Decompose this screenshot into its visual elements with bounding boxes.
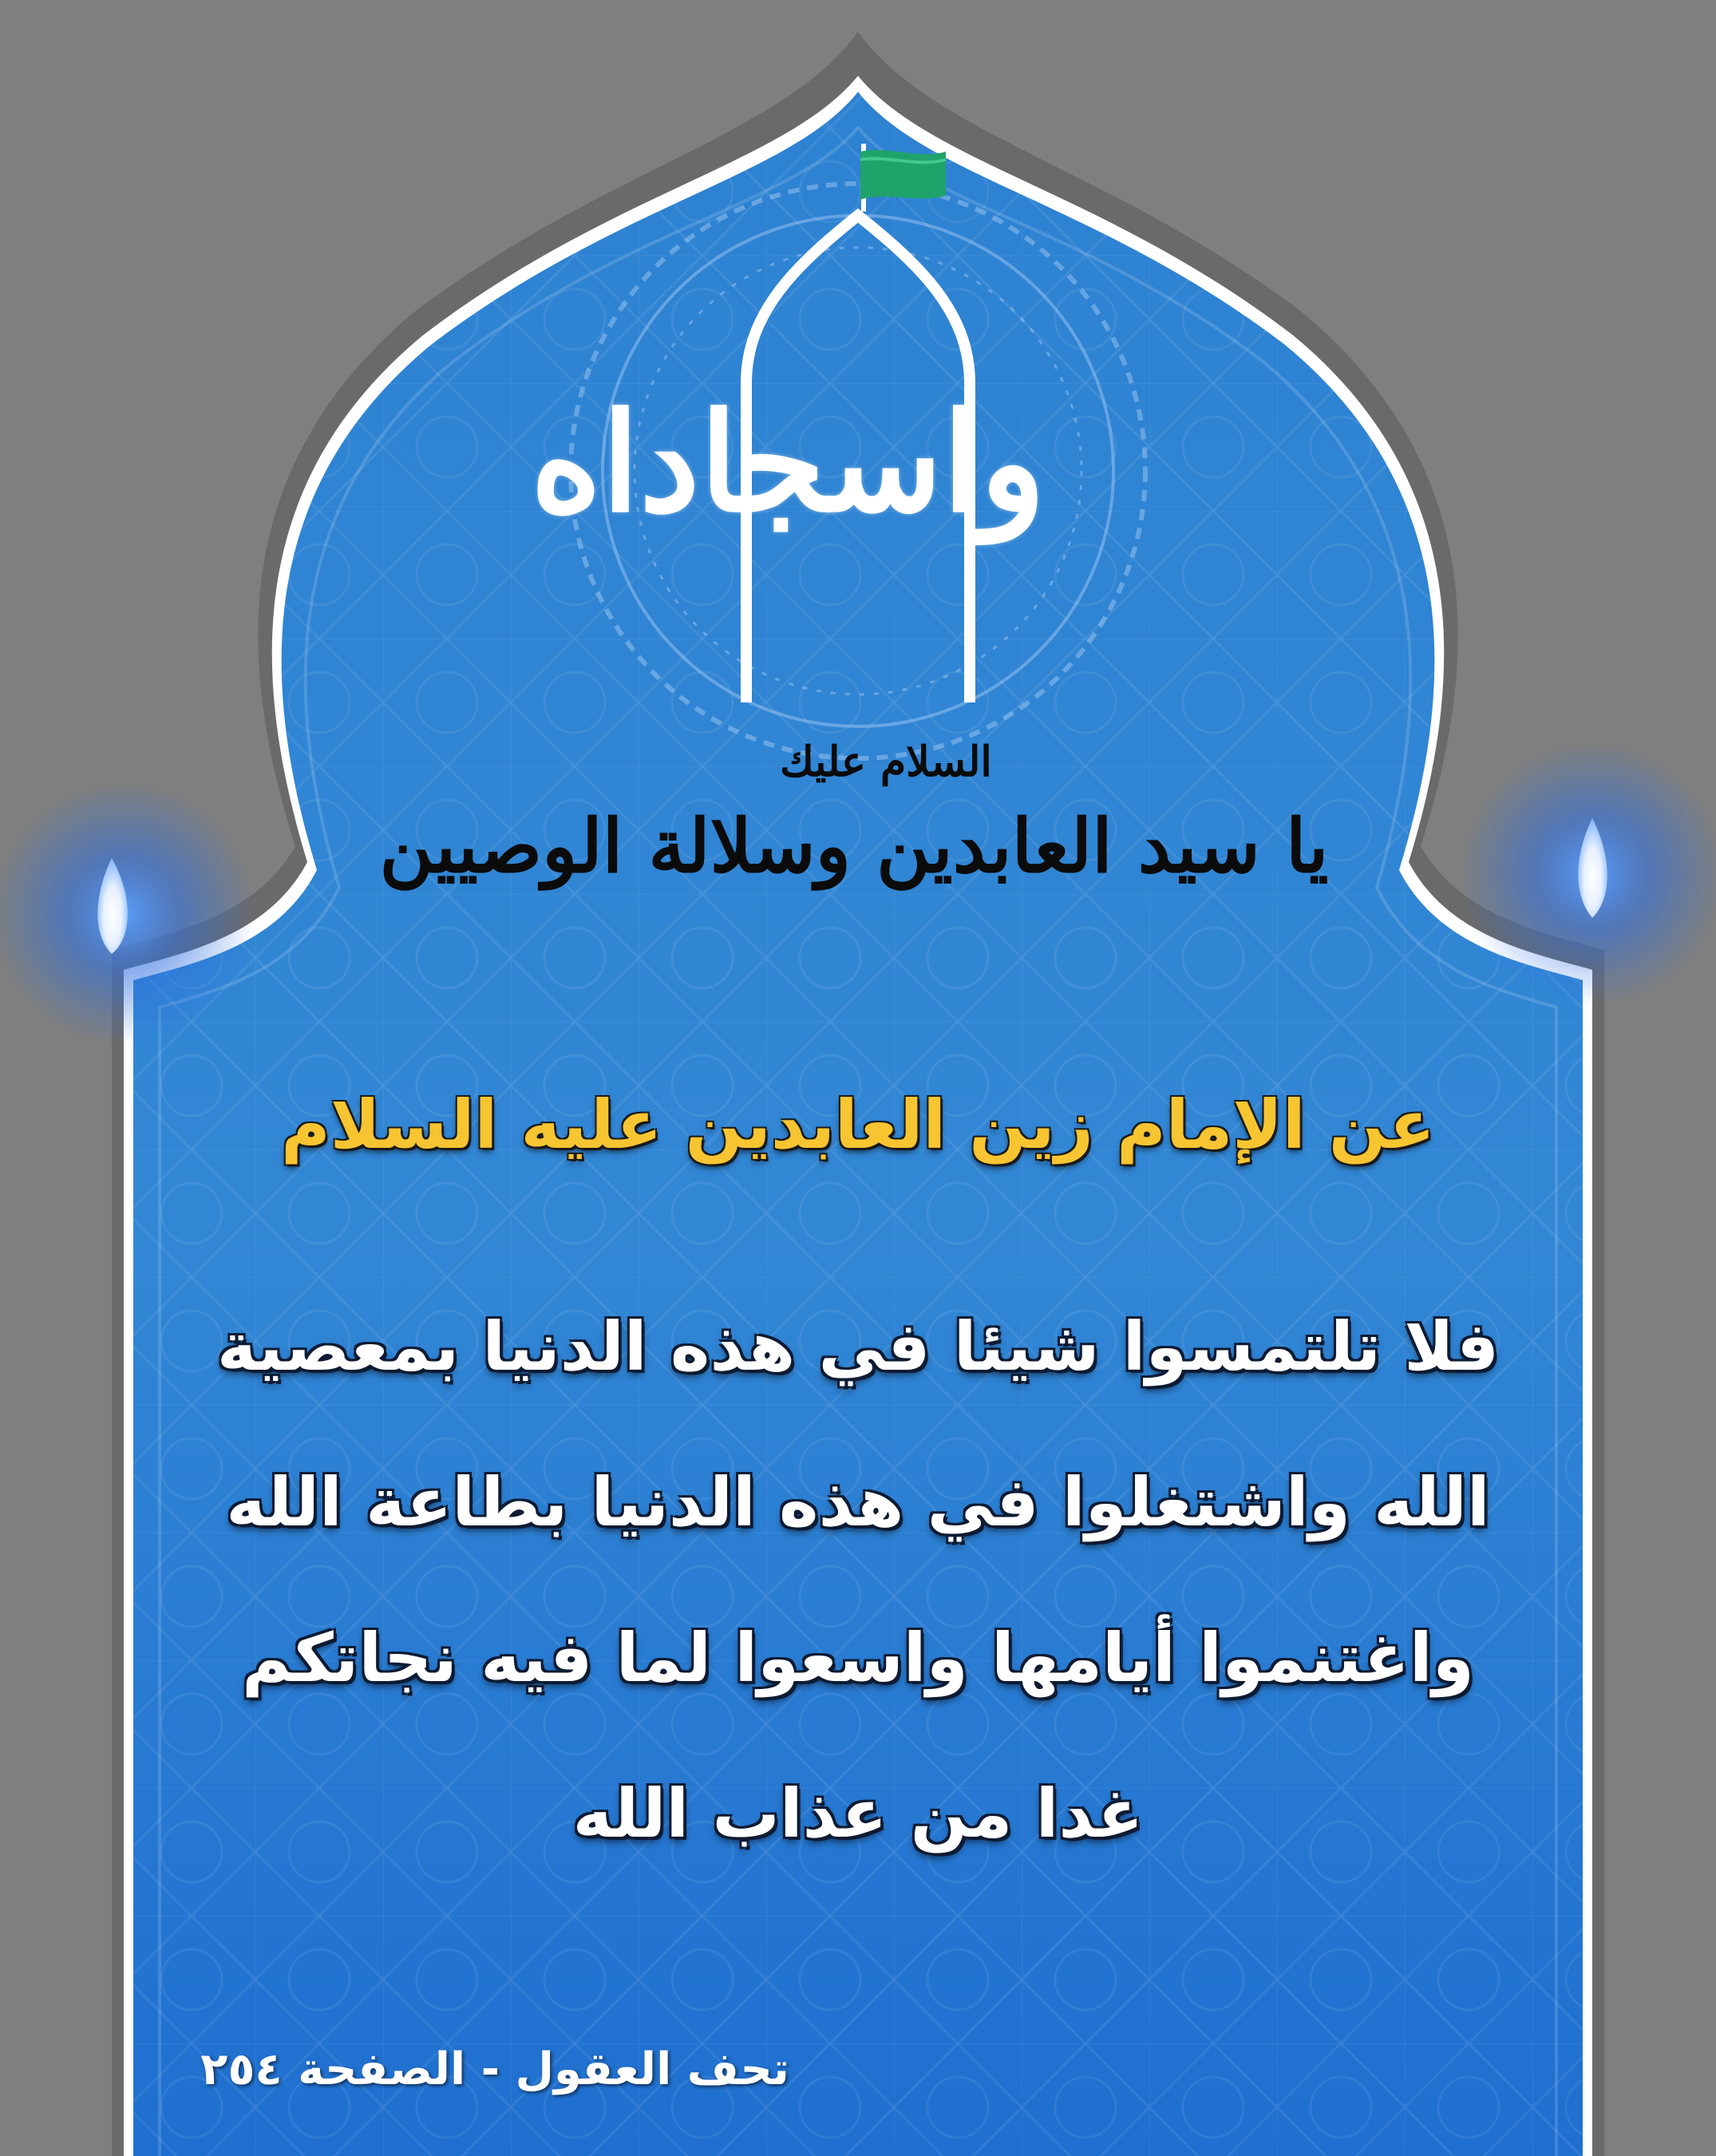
- quote-line: فلا تلتمسوا شيئا في هذه الدنيا بمعصية: [216, 1307, 1500, 1386]
- banner-main: يا سيد العابدين وسلالة الوصيين: [379, 803, 1329, 889]
- quote-body: [208, 1269, 1508, 1892]
- banner-greeting: السلام عليك: [780, 738, 992, 786]
- quote-line: واغتنموا أيامها واسعوا لما فيه نجاتكم: [242, 1619, 1474, 1697]
- quote-line: الله واشتغلوا في هذه الدنيا بطاعة الله: [226, 1463, 1490, 1541]
- top-calligraphy-text: واسجاداه: [530, 383, 1046, 543]
- quote-heading: عن الإمام زين العابدين عليه السلام: [281, 1086, 1435, 1164]
- banner-calligraphy: [375, 734, 1333, 942]
- source-citation: تحف العقول - الصفحة ٢٥٤: [200, 2043, 789, 2095]
- top-calligraphy: [530, 383, 1046, 718]
- quote-line: غدا من عذاب الله: [572, 1774, 1144, 1853]
